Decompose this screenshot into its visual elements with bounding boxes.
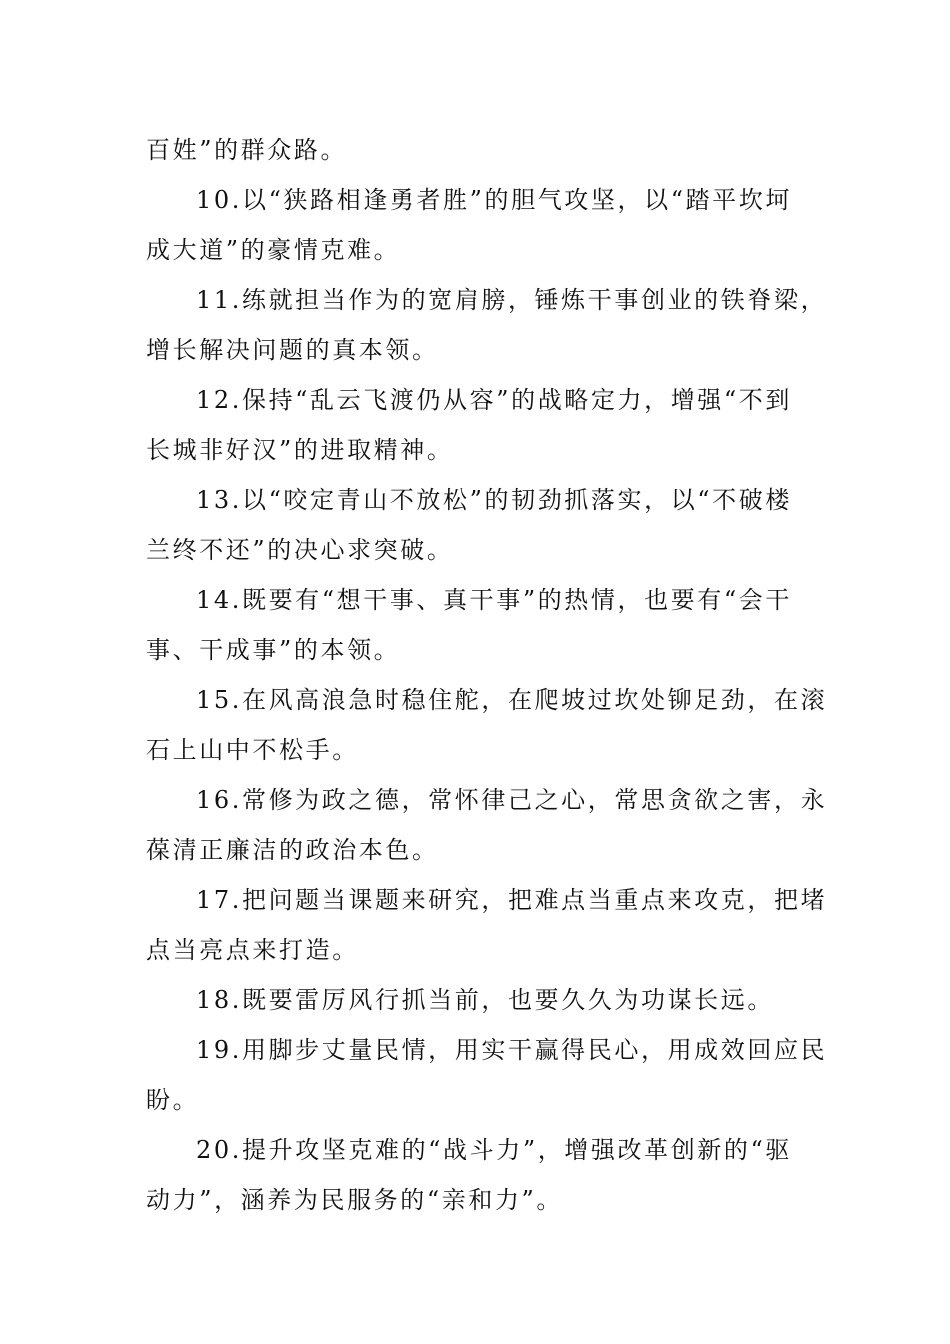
text-line: 事、干成事”的本领。 [146, 636, 401, 664]
text-line: 点当亮点来打造。 [146, 936, 359, 964]
text-line: 增长解决问题的真本领。 [146, 336, 439, 364]
text-line: 动力”，涵养为民服务的“亲和力”。 [146, 1186, 564, 1214]
text-line: 石上山中不松手。 [146, 736, 359, 764]
text-line: 19.用脚步丈量民情，用实干赢得民心，用成效回应民 [196, 1036, 828, 1064]
text-line: 18.既要雷厉风行抓当前，也要久久为功谋长远。 [196, 986, 774, 1014]
text-line: 兰终不还”的决心求突破。 [146, 536, 454, 564]
text-line: 15.在风高浪急时稳住舵，在爬坡过坎处铆足劲，在滚 [196, 686, 828, 714]
text-line: 葆清正廉洁的政治本色。 [146, 836, 439, 864]
text-line: 百姓”的群众路。 [146, 136, 348, 164]
text-line: 成大道”的豪情克难。 [146, 236, 401, 264]
text-line: 17.把问题当课题来研究，把难点当重点来攻克，把堵 [196, 886, 828, 914]
text-line: 10.以“狭路相逢勇者胜”的胆气攻坚，以“踏平坎坷 [196, 186, 792, 214]
text-line: 13.以“咬定青山不放松”的韧劲抓落实，以“不破楼 [196, 486, 792, 514]
text-line: 11.练就担当作为的宽肩膀，锤炼干事创业的铁脊梁， [196, 286, 828, 314]
text-line: 盼。 [146, 1086, 200, 1114]
text-line: 长城非好汉”的进取精神。 [146, 436, 454, 464]
text-line: 12.保持“乱云飞渡仍从容”的战略定力，增强“不到 [196, 386, 792, 414]
text-line: 20.提升攻坚克难的“战斗力”，增强改革创新的“驱 [196, 1136, 792, 1164]
document-body [146, 125, 828, 1225]
text-line: 14.既要有“想干事、真干事”的热情，也要有“会干 [196, 586, 792, 614]
text-line: 16.常修为政之德，常怀律己之心，常思贪欲之害，永 [196, 786, 828, 814]
